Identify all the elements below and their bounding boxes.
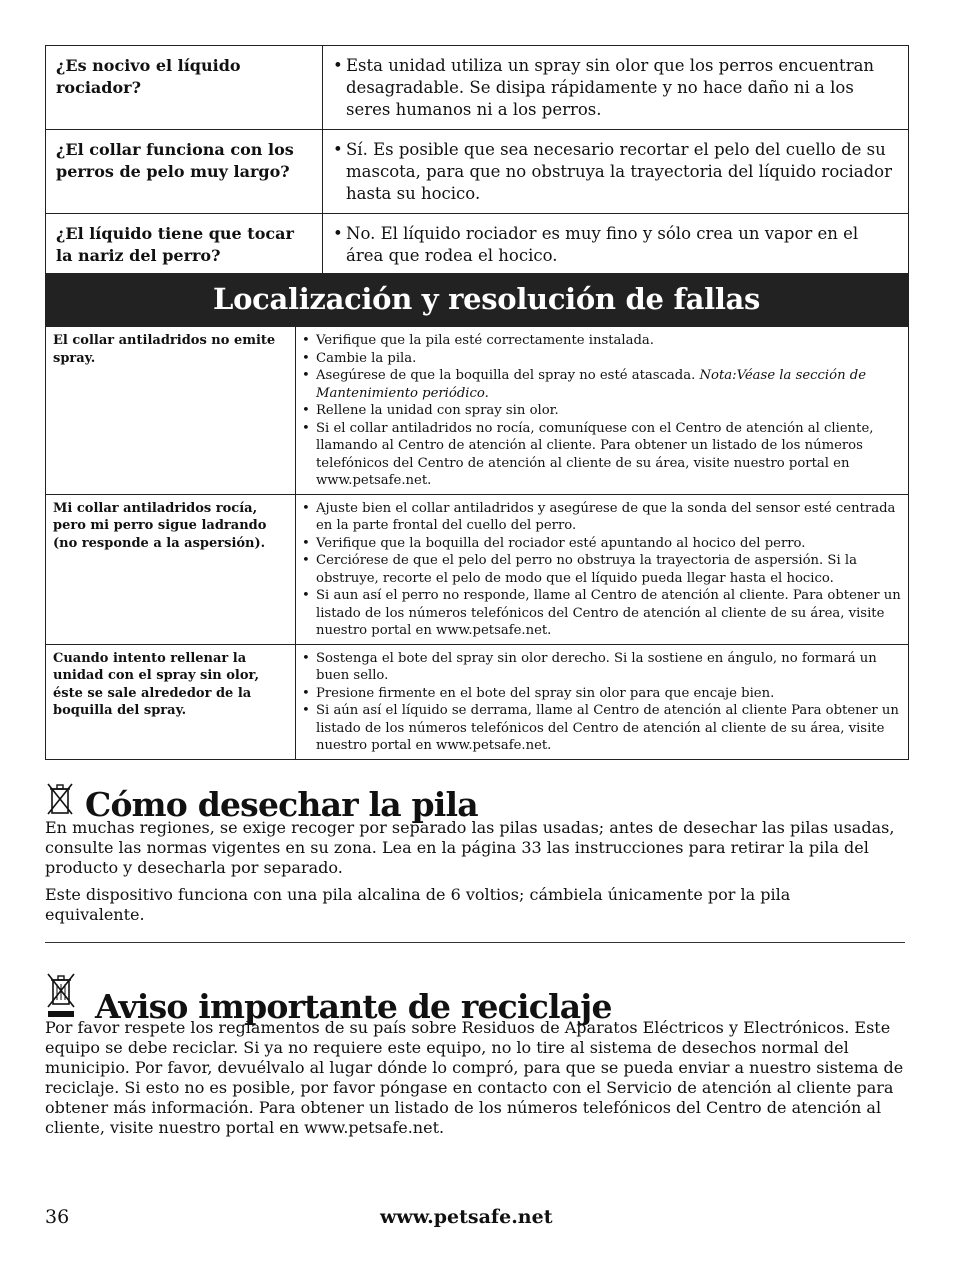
- battery-paragraph-2: Este dispositivo funciona con una pila alcalina de 6 voltios; cámbiela únicamente por la pila equivalente.: [45, 885, 791, 924]
- faq-row: [46, 130, 909, 214]
- faq-table: [45, 45, 909, 276]
- problem-label: El collar antiladridos no emite spray.: [46, 327, 296, 495]
- solution-item: • Cambie la pila.: [302, 350, 902, 368]
- solution-item: • Verifique que la pila esté correctamente instalada.: [302, 332, 902, 350]
- solution-item: • Cerciórese de que el pelo del perro no obstruya la trayectoria de aspersión. Si la obstruye, recorte el pelo de modo que el líquido pueda llegar hasta el hocico.: [302, 552, 902, 587]
- solution-item: • Rellene la unidad con spray sin olor.: [302, 402, 902, 420]
- solution-item-text: Asegúrese de que la boquilla del spray no esté atascada.: [316, 368, 696, 383]
- recycling-paragraph: Por favor respete los reglamentos de su país sobre Residuos de Aparatos Eléctricos y Electrónicos. Este equipo se debe reciclar. Si ya no requiere este equipo, no lo tire al sistema de desechos normal del municipio. Por favor, devuélvalo al lugar dónde lo compró, para que se pueda enviar a nuestro sistema de reciclaje. Si esto no es posible, por favor póngase en contacto con el Servicio de atención al cliente para obtener más información. Para obtener un listado de los números telefónicos del Centro de atención al cliente, visite nuestro portal en www.petsafe.net.: [45, 1018, 904, 1137]
- solution-item: • Si el collar antiladridos no rocía, comuníquese con el Centro de atención al cliente, llamando al Centro de atención al cliente. Para obtener un listado de los números telefónicos del Centro de atención al cliente de su área, visite nuestro portal en www.petsafe.net.: [302, 420, 902, 490]
- recycling-title: Aviso importante de reciclaje: [95, 987, 612, 1026]
- faq-row: [46, 214, 909, 276]
- solution-item: • Si aún así el líquido se derrama, llame al Centro de atención al cliente Para obtener un listado de los números telefónicos del Centro de atención al cliente de su área, visite nuestro portal en www.petsafe.net.: [302, 702, 902, 755]
- battery-title: Cómo desechar la pila: [85, 785, 478, 824]
- solution-item: • Presione firmente en el bote del spray sin olor para que encaje bien.: [302, 685, 902, 703]
- faq-answer: • Esta unidad utiliza un spray sin olor que los perros encuentran desagradable. Se disipa rápidamente y no hace daño ni a los seres humanos ni a los perros.: [333, 55, 898, 121]
- page-number: 36: [45, 1206, 70, 1228]
- problem-label: Mi collar antiladridos rocía, pero mi perro sigue ladrando (no responde a la aspersión).: [46, 494, 296, 644]
- troubleshooting-title: Localización y resolución de fallas: [45, 273, 909, 326]
- troubleshooting-table: [45, 326, 909, 760]
- solution-item: • Sostenga el bote del spray sin olor derecho. Si la sostiene en ángulo, no formará un buen sello.: [302, 650, 902, 685]
- troubleshooting-row: [46, 327, 909, 495]
- faq-row: [46, 46, 909, 130]
- maintenance-note: Nota:Véase la sección de Mantenimiento periódico.: [316, 368, 867, 401]
- faq-answer: • No. El líquido rociador es muy fino y sólo crea un vapor en el área que rodea el hocico.: [333, 223, 898, 267]
- faq-answer: • Sí. Es posible que sea necesario recortar el pelo del cuello de su mascota, para que no obstruya la trayectoria del líquido rociador hasta su hocico.: [333, 139, 898, 205]
- section-divider: [45, 942, 905, 943]
- problem-label: Cuando intento rellenar la unidad con el spray sin olor, éste se sale alrededor de la boquilla del spray.: [46, 644, 296, 759]
- faq-question: ¿Es nocivo el líquido rociador?: [46, 46, 323, 130]
- solution-item: • Ajuste bien el collar antiladridos y asegúrese de que la sonda del sensor esté centrada en la parte frontal del cuello del perro.: [302, 500, 902, 535]
- solution-item: [302, 367, 902, 402]
- battery-paragraph-1: En muchas regiones, se exige recoger por separado las pilas usadas; antes de desechar las pilas usadas, consulte las normas vigentes en su zona. Lea en la página 33 las instrucciones para retirar la pila del producto y desecharla por separado.: [45, 818, 895, 877]
- faq-question: ¿El líquido tiene que tocar la nariz del perro?: [46, 214, 323, 276]
- footer-url: www.petsafe.net: [380, 1206, 553, 1228]
- solution-item: • Verifique que la boquilla del rociador esté apuntando al hocico del perro.: [302, 535, 902, 553]
- troubleshooting-row: [46, 494, 909, 644]
- troubleshooting-row: [46, 644, 909, 759]
- faq-question: ¿El collar funciona con los perros de pelo muy largo?: [46, 130, 323, 214]
- solution-item: • Si aun así el perro no responde, llame al Centro de atención al cliente. Para obtener un listado de los números telefónicos del Centro de atención al cliente de su área, visite nuestro portal en www.petsafe.net.: [302, 587, 902, 640]
